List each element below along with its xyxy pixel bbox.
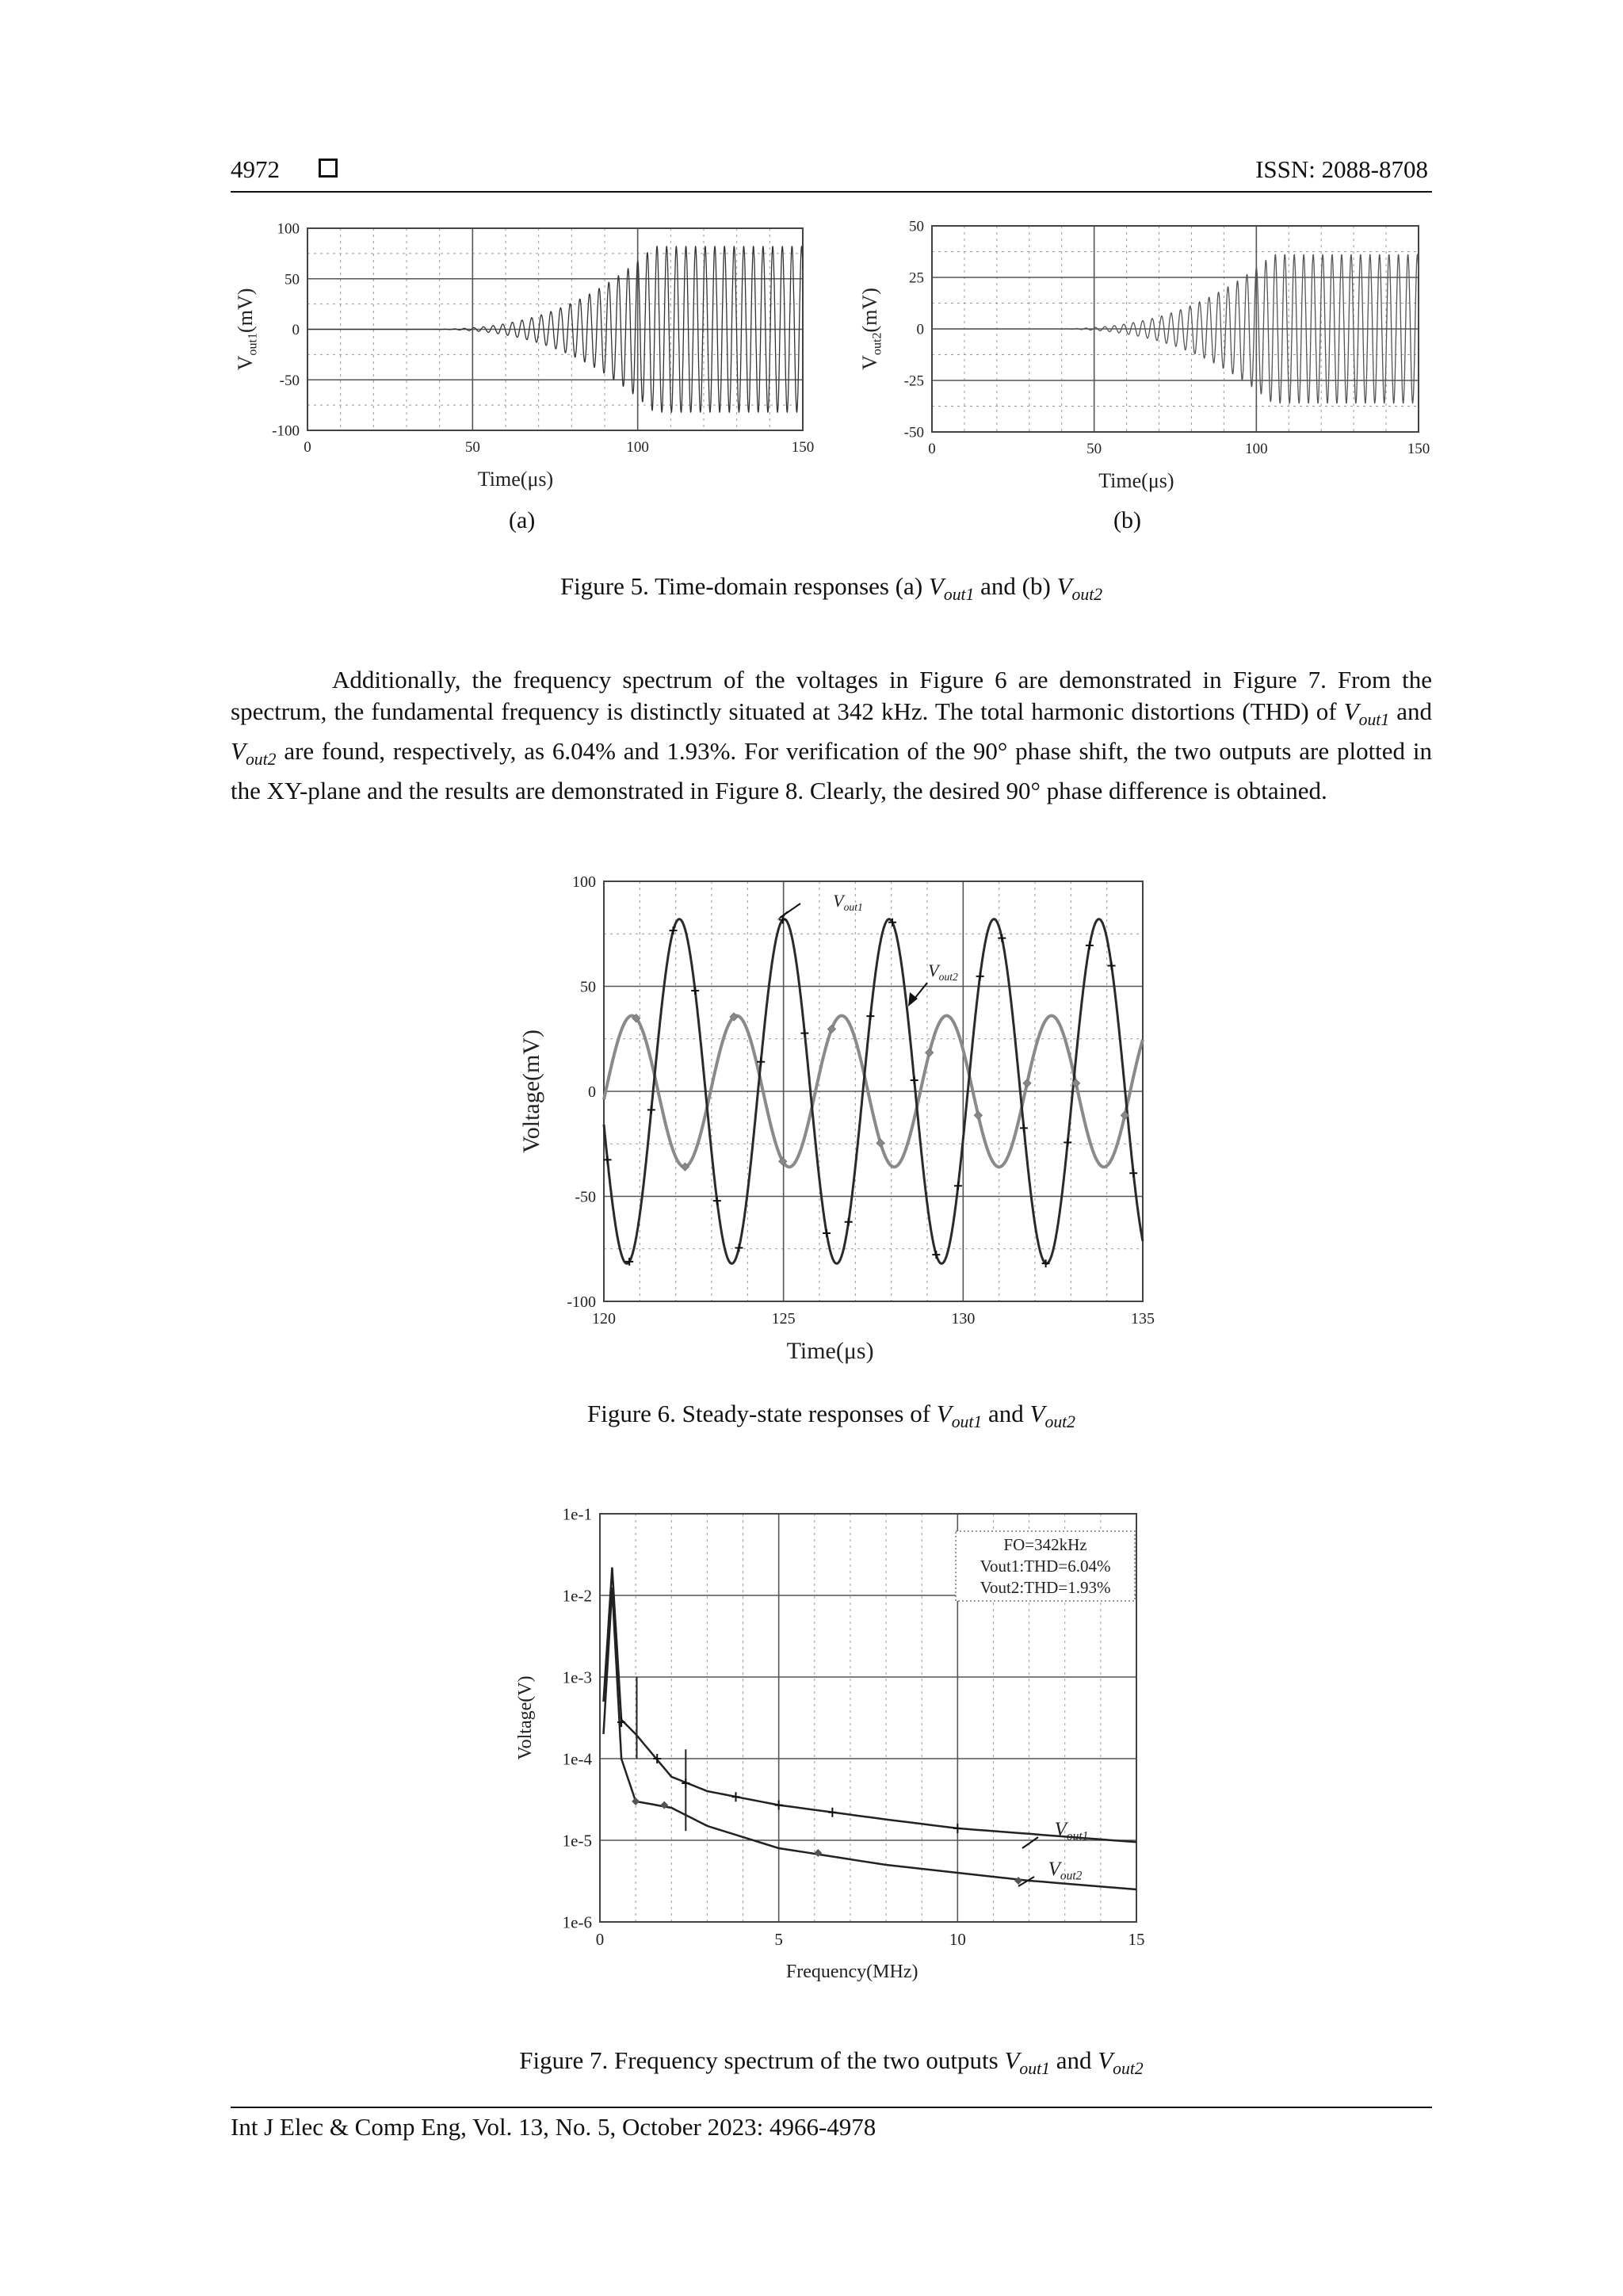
y-tick-label: 50 (580, 978, 596, 996)
x-tick-label: 0 (928, 441, 936, 457)
vout2-marker (632, 1797, 640, 1805)
vout1-annotation-label: $V_{out1}$ (833, 891, 863, 913)
header-rule (231, 191, 1432, 193)
y-tick-label: -100 (272, 422, 300, 440)
footer-citation: Int J Elec & Comp Eng, Vol. 13, No. 5, October 2023: 4966-4978 (231, 2113, 876, 2141)
vout1-marker (1020, 1124, 1028, 1132)
y-tick-label: 50 (909, 218, 924, 235)
body-paragraph: Additionally, the frequency spectrum of the voltages in Figure 6 are demonstrated in Figure 7. From the spectrum, the fundamental frequency is distinctly situated at 342 kHz. The total harmonic distortions (THD) of $V_{out1}$ and $V_{out2}$ are found, respectively, as 6.04% and 1.93%. For verification of the 90° phase shift, the two outputs are plotted in the XY-plane and the results are demonstrated in Figure 8. Clearly, the desired 90° phase difference is obtained. (231, 666, 1432, 805)
vout1-marker (1129, 1169, 1137, 1177)
figure-6-caption: Figure 6. Steady-state responses of $V_{out1}$ and $V_{out2}$ (586, 1400, 1076, 1432)
vout1-marker (953, 1824, 961, 1833)
vout1-marker (1064, 1138, 1071, 1146)
figure-5a-label: (a) (509, 507, 536, 533)
x-tick-label: 135 (1131, 1310, 1155, 1328)
vout1-marker (604, 1156, 612, 1163)
vout1-annotation-label: $V_{out1}$ (1054, 1819, 1089, 1843)
legend-vout2-thd: Vout2:THD=1.93% (980, 1578, 1111, 1597)
vout1-marker (932, 1251, 940, 1259)
y-tick-label: -50 (279, 372, 300, 389)
vout1-marker (911, 1076, 918, 1084)
y-tick-label: 25 (909, 269, 924, 287)
figure-7-caption: Figure 7. Frequency spectrum of the two outputs $V_{out1}$ and $V_{out2}$ (519, 2046, 1144, 2079)
vout1-marker (647, 1106, 655, 1114)
figure-5b-label: (b) (1113, 507, 1141, 533)
y-tick-label: -25 (903, 372, 924, 390)
x-tick-label: 5 (774, 1930, 783, 1949)
legend-fo: FO=342kHz (1003, 1535, 1087, 1554)
vout1-marker (713, 1197, 721, 1205)
figure-5b-chart (848, 214, 1434, 499)
vout1-marker (866, 1012, 874, 1020)
y-axis-label: $V_{out2}(mV)$ (858, 288, 884, 370)
y-tick-label: 50 (285, 271, 300, 288)
x-tick-label: 130 (951, 1310, 976, 1328)
square-bullet-icon (319, 159, 338, 178)
series-vout2-line (604, 1587, 1137, 1889)
footer-rule (231, 2107, 1432, 2108)
figure-5-caption: Figure 5. Time-domain responses (a) $V_{out1}$ and (b) $V_{out2}$ (559, 572, 1103, 605)
y-tick-label: -100 (567, 1293, 596, 1311)
x-axis-label: Time(μs) (477, 468, 554, 491)
y-tick-label: 0 (292, 322, 300, 339)
vout1-marker (682, 1778, 689, 1788)
x-axis-label: Time(μs) (1098, 469, 1174, 492)
x-axis-label: Time(μs) (786, 1338, 874, 1364)
x-tick-label: 0 (595, 1930, 605, 1949)
y-tick-label: 1e-4 (562, 1749, 592, 1769)
vout1-marker (954, 1182, 962, 1190)
y-axis-label: Voltage(mV) (518, 1029, 544, 1154)
vout1-marker (732, 1792, 740, 1801)
x-tick-label: 150 (791, 439, 815, 456)
figure-7-chart (507, 1506, 1173, 2013)
y-axis-label: $V_{out1}(mV)$ (234, 288, 260, 371)
y-tick-label: -50 (903, 424, 924, 441)
vout2-annotation-label: $V_{out2}$ (928, 961, 958, 983)
x-tick-label: 50 (1086, 441, 1102, 457)
figure-6-chart (515, 872, 1165, 1379)
vout1-annotation-arrow (1022, 1837, 1038, 1848)
vout2-arrowhead (908, 992, 918, 1007)
vout2-annotation-label: $V_{out2}$ (1048, 1859, 1083, 1883)
legend-vout1-thd: Vout1:THD=6.04% (980, 1557, 1111, 1576)
series-vout1-line (604, 1568, 1137, 1843)
vout1-marker (998, 934, 1006, 942)
vout1-marker (976, 972, 984, 980)
y-tick-label: 100 (277, 220, 300, 238)
vout1-marker (828, 1808, 836, 1817)
x-tick-label: 0 (304, 439, 311, 456)
x-axis-label: Frequency(MHz) (785, 1962, 918, 1982)
vout1-marker (845, 1218, 853, 1226)
y-axis-label: Voltage(V) (515, 1675, 536, 1760)
vout1-marker (775, 1801, 783, 1810)
x-tick-label: 150 (1407, 441, 1430, 457)
vout1-marker (823, 1229, 831, 1237)
y-tick-label: 1e-3 (562, 1668, 592, 1687)
y-tick-label: 1e-2 (562, 1586, 592, 1606)
vout1-marker (1108, 961, 1116, 969)
x-tick-label: 10 (949, 1930, 966, 1949)
x-tick-label: 100 (626, 439, 649, 456)
vout2-marker (876, 1139, 884, 1147)
vout2-marker (1014, 1877, 1022, 1885)
vout2-marker (1023, 1079, 1031, 1087)
y-tick-label: 0 (916, 321, 924, 338)
page-number: 4972 (231, 155, 280, 183)
y-tick-label: 100 (572, 873, 596, 891)
y-tick-label: 1e-5 (562, 1831, 592, 1851)
y-tick-label: 0 (588, 1083, 596, 1101)
x-tick-label: 15 (1128, 1930, 1145, 1949)
vout2-marker (974, 1111, 982, 1119)
x-tick-label: 50 (464, 439, 480, 456)
vout1-marker (800, 1030, 808, 1037)
x-tick-label: 120 (592, 1310, 616, 1328)
vout1-marker (735, 1244, 743, 1251)
vout1-marker (691, 987, 699, 995)
vout2-marker (926, 1049, 934, 1056)
y-tick-label: 1e-1 (562, 1504, 592, 1524)
figure-5a-chart (226, 214, 836, 499)
y-tick-label: 1e-6 (562, 1912, 592, 1932)
x-tick-label: 125 (771, 1310, 796, 1328)
vout1-marker (1086, 942, 1094, 949)
y-tick-label: -50 (575, 1188, 596, 1206)
issn: ISSN: 2088-8708 (1255, 155, 1428, 183)
x-tick-label: 100 (1245, 441, 1268, 457)
